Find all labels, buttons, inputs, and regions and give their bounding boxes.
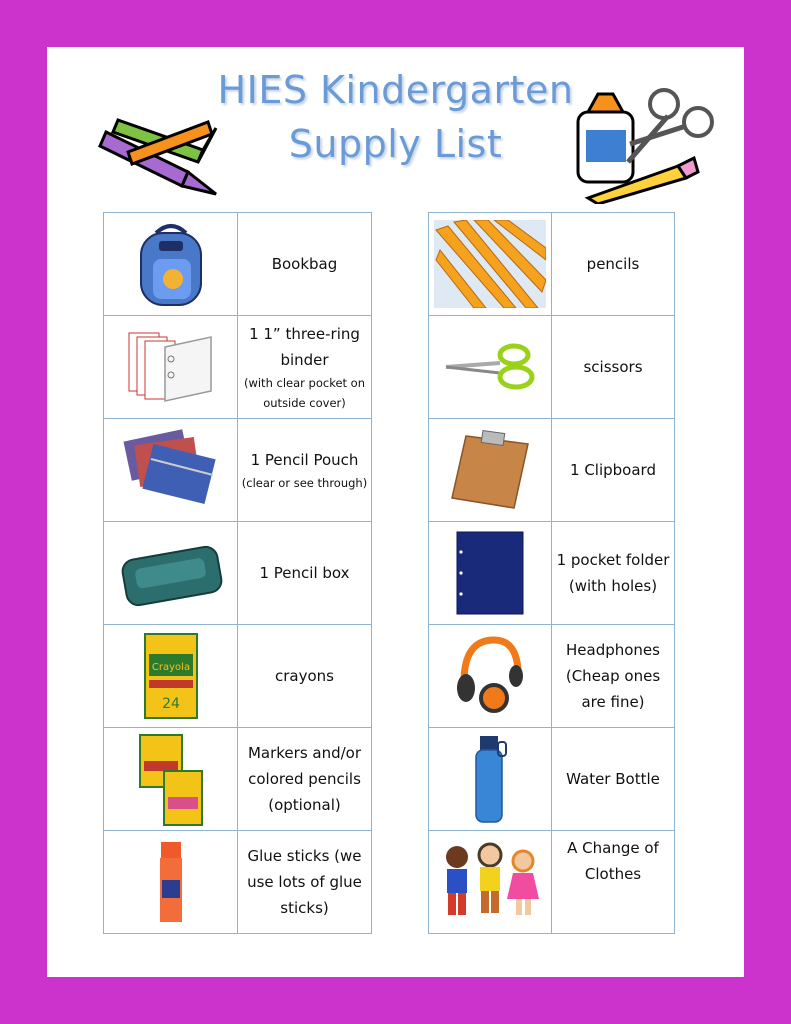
item-label: 1 Pencil box <box>238 522 372 625</box>
list-item <box>429 728 675 831</box>
folder-icon <box>455 530 525 616</box>
list-item <box>104 728 372 831</box>
item-label: Glue sticks (we use lots of glue sticks) <box>238 831 372 934</box>
pencil-pouch-icon <box>121 425 221 515</box>
item-label: Markers and/or colored pencils (optional) <box>238 728 372 831</box>
list-item <box>104 419 372 522</box>
pencil-box-icon <box>116 533 226 613</box>
item-label: Headphones (Cheap ones are fine) <box>552 625 675 728</box>
list-item <box>429 625 675 728</box>
crayons-clipart-icon <box>98 110 223 202</box>
list-item <box>104 316 372 419</box>
page-title: HIES Kindergarten <box>217 68 574 112</box>
item-label: crayons <box>238 625 372 728</box>
children-icon <box>435 841 545 923</box>
item-label: 1 pocket folder (with holes) <box>552 522 675 625</box>
supply-table-right <box>428 212 675 934</box>
crayon-box-icon <box>141 630 201 722</box>
page-subtitle: Supply List <box>288 122 503 166</box>
list-item <box>104 213 372 316</box>
item-label: 1 1” three-ring binder <box>249 325 360 369</box>
list-item <box>429 419 675 522</box>
list-item <box>104 522 372 625</box>
water-bottle-icon <box>470 734 510 824</box>
list-item <box>104 831 372 934</box>
list-item <box>429 316 675 419</box>
item-note: (clear or see through) <box>241 476 368 490</box>
item-label: scissors <box>552 316 675 419</box>
item-label: Bookbag <box>238 213 372 316</box>
supply-table-left <box>103 212 372 934</box>
list-item <box>429 831 675 934</box>
item-label: Water Bottle <box>552 728 675 831</box>
item-label: A Change of Clothes <box>552 831 675 934</box>
headphones-icon <box>454 632 526 720</box>
glue-stick-icon <box>156 840 186 924</box>
backpack-icon <box>131 219 211 309</box>
list-item <box>429 522 675 625</box>
scissors-icon <box>444 343 536 391</box>
binder-icon <box>125 327 217 407</box>
school-tools-clipart-icon <box>568 82 718 204</box>
list-item <box>104 625 372 728</box>
svg-text:24: 24 <box>161 696 180 712</box>
item-label: 1 Clipboard <box>552 419 675 522</box>
clipboard-icon <box>448 428 532 512</box>
item-label: pencils <box>552 213 675 316</box>
svg-text:Crayola: Crayola <box>151 662 190 673</box>
item-label: 1 Pencil Pouch <box>250 451 359 469</box>
item-note: (with clear pocket on outside cover) <box>243 376 366 410</box>
pencils-icon <box>434 220 546 308</box>
list-item <box>429 213 675 316</box>
markers-icon <box>136 731 206 827</box>
